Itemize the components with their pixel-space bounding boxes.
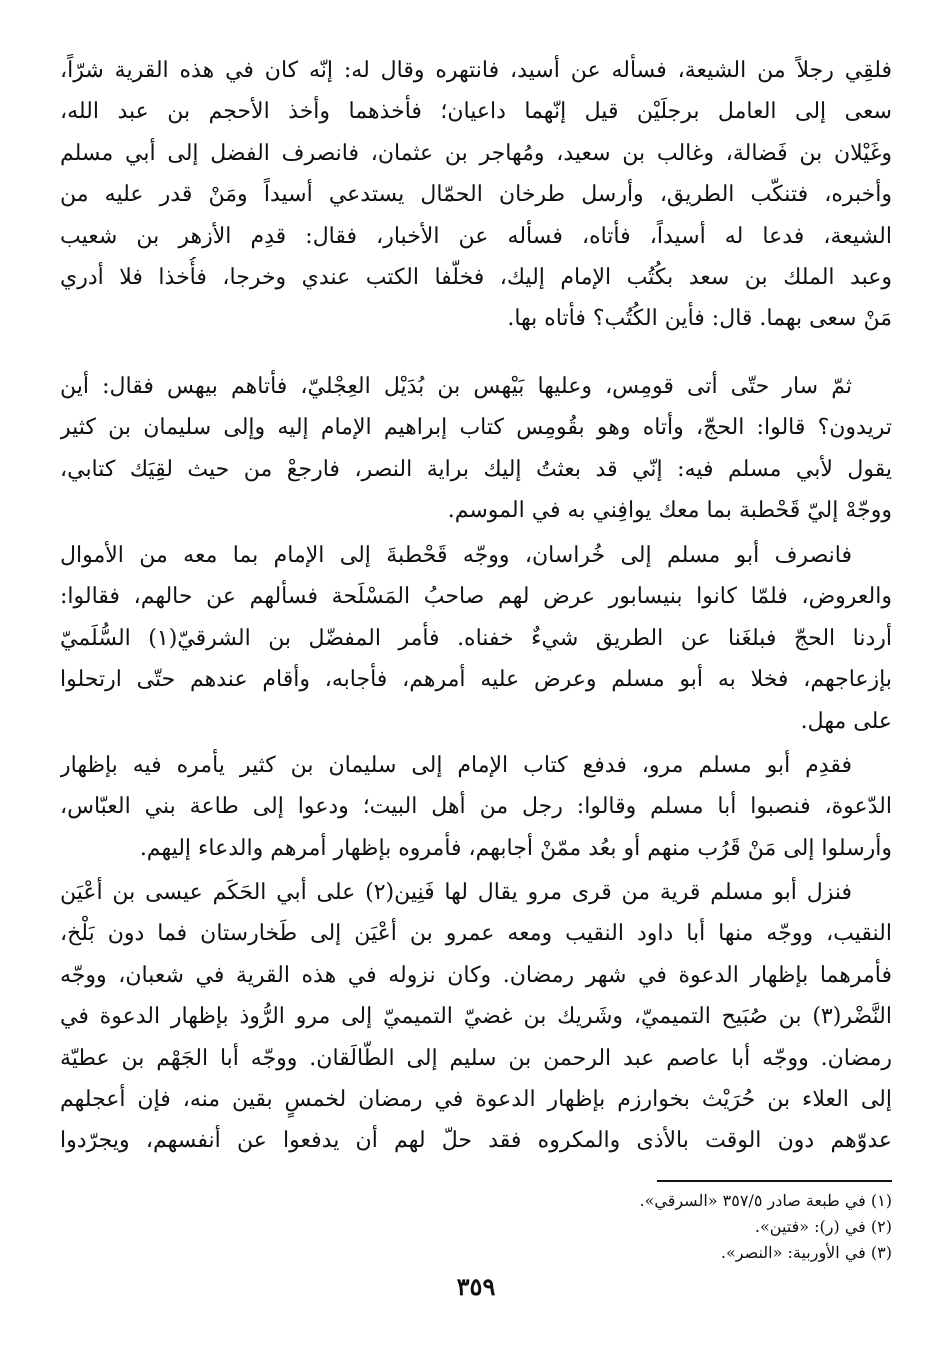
footnote-3: (٣) في الأوربية: «النصر». xyxy=(720,1243,892,1262)
page-number: ٣٥٩ xyxy=(456,1272,496,1301)
text-line: تريدون؟ قالوا: الحجّ، وأتاه وهو بقُومِس كتاب إبراهيم الإمام إليه وإلى سليمان بن كثير xyxy=(60,415,892,441)
footnote-1: (١) في طبعة صادر ٣٥٧/٥ «السرقي». xyxy=(639,1191,892,1210)
text-line: مَنْ سعى بهما. قال: فأين الكُتُب؟ فأتاه بها. xyxy=(507,306,892,332)
footnote-2: (٢) في (ر): «فتين». xyxy=(754,1217,892,1236)
footnote-divider xyxy=(657,1180,892,1182)
text-line: فقدِم أبو مسلم مرو، فدفع كتاب الإمام إلى سليمان بن كثير يأمره فيه بإظهار xyxy=(60,753,852,778)
footnotes xyxy=(60,1188,892,1266)
text-line: على مهل. xyxy=(800,708,892,734)
text-line: بإزعاجهم، فخلا به أبو مسلم وعرض عليه أمرهم، فأجابه، وأقام عندهم حتّى ارتحلوا xyxy=(60,667,892,693)
text-line: أردنا الحجّ فبلغَنا عن الطريق شيءٌ خفناه. فأمر المفضّل بن الشرقيّ(١) السُّلَميّ xyxy=(60,625,892,651)
text-line: وعبد الملك بن سعد بكُتُب الإمام إليك، فخلّفا الكتب عندي وخرجا، فأُخذا فلا أدري xyxy=(60,265,892,291)
text-line: إلى العلاء بن حُرَيْث بخوارزم بإظهار الدعوة في رمضان لخمسٍ بقين منه، فإن أعجلهم xyxy=(60,1087,892,1113)
paragraph-3 xyxy=(60,535,892,742)
text-line: وغَيْلان بن فَضالة، وغالب بن سعيد، ومُهاجر بن عثمان، فانصرف الفضل إلى أبي مسلم xyxy=(60,140,892,166)
text-line: رمضان. ووجّه أبا عاصم عبد الرحمن بن سليم إلى الطّالَقان. ووجّه أبا الجَهْم بن عطيّة xyxy=(60,1045,892,1071)
text-line: النَّضْر(٣) بن صُبَيح التميميّ، وشَريك بن غضيّ التميميّ إلى مرو الرُّوذ بإظهار الدعوة في xyxy=(60,1004,892,1030)
paragraph-2 xyxy=(60,366,892,532)
text-line: ووجّهْ إليّ قَحْطبة بما معك يوافِني به في الموسم. xyxy=(447,498,892,524)
text-line: الدّعوة، فنصبوا أبا مسلم وقالوا: رجل من أهل البيت؛ ودعوا إلى طاعة بني العبّاس، xyxy=(60,794,892,820)
text-line: عدوّهم دون الوقت بالأذى والمكروه فقد حلّ لهم أن يدفعوا عن أنفسهم، ويجرّدوا xyxy=(60,1128,892,1154)
paragraph-5 xyxy=(60,872,892,1162)
text-line: الشيعة، فدعا له أسيداً، فأتاه، فسأله عن الأخبار، فقال: قدِم الأزهر بن شعيب xyxy=(60,223,892,249)
paragraph-1 xyxy=(60,50,892,340)
book-page xyxy=(60,40,892,1340)
text-line: فانصرف أبو مسلم إلى خُراسان، ووجّه قَحْطبةَ إلى الإمام بما معه من الأموال xyxy=(60,543,852,568)
text-line: فأمرهما بإظهار الدعوة في شهر رمضان. وكان نزوله في هذه القرية في شعبان، ووجّه xyxy=(60,962,892,988)
text-line: فلقِي رجلاً من الشيعة، فسأله عن أسيد، فانتهره وقال له: إنّه كان في هذه القرية شرّاً، xyxy=(60,58,892,83)
text-line: يقول لأبي مسلم فيه: إنّي قد بعثتُ إليك براية النصر، فارجعْ من حيث لقِيَك كتابي، xyxy=(60,456,892,482)
text-line: وأرسلوا إلى مَنْ قَرُب منهم أو بعُد ممّنْ أجابهم، فأمروه بإظهار أمرهم والدعاء إليهم. xyxy=(139,835,892,861)
paragraph-4 xyxy=(60,745,892,869)
text-line: فنزل أبو مسلم قرية من قرى مرو يقال لها فَنِين(٢) على أبي الحَكَم عيسى بن أعْيَن xyxy=(60,880,852,905)
text-line: النقيب، ووجّه منها أبا داود النقيب ومعه عمرو بن أعْيَن إلى طَخارستان فما دون بَلْخ، xyxy=(60,921,892,947)
text-line: سعى إلى العامل برجلَيْن قيل إنّهما داعيان؛ فأخذهما وأخذ الأحجم بن عبد الله، xyxy=(60,99,892,125)
text-line: وأخبره، فتنكّب الطريق، وأرسل طرخان الحمّال يستدعي أسيداً ومَنْ قدر عليه من xyxy=(60,182,892,208)
text-line: ثمّ سار حتّى أتى قومِس، وعليها بَيْهس بن بُدَيْل العِجْليّ، فأتاهم بيهس فقال: أين xyxy=(60,374,852,399)
text-line: والعروض، فلمّا كانوا بنيسابور عرض لهم صاحبُ المَسْلَحة فسألهم عن حالهم، فقالوا: xyxy=(60,584,892,610)
